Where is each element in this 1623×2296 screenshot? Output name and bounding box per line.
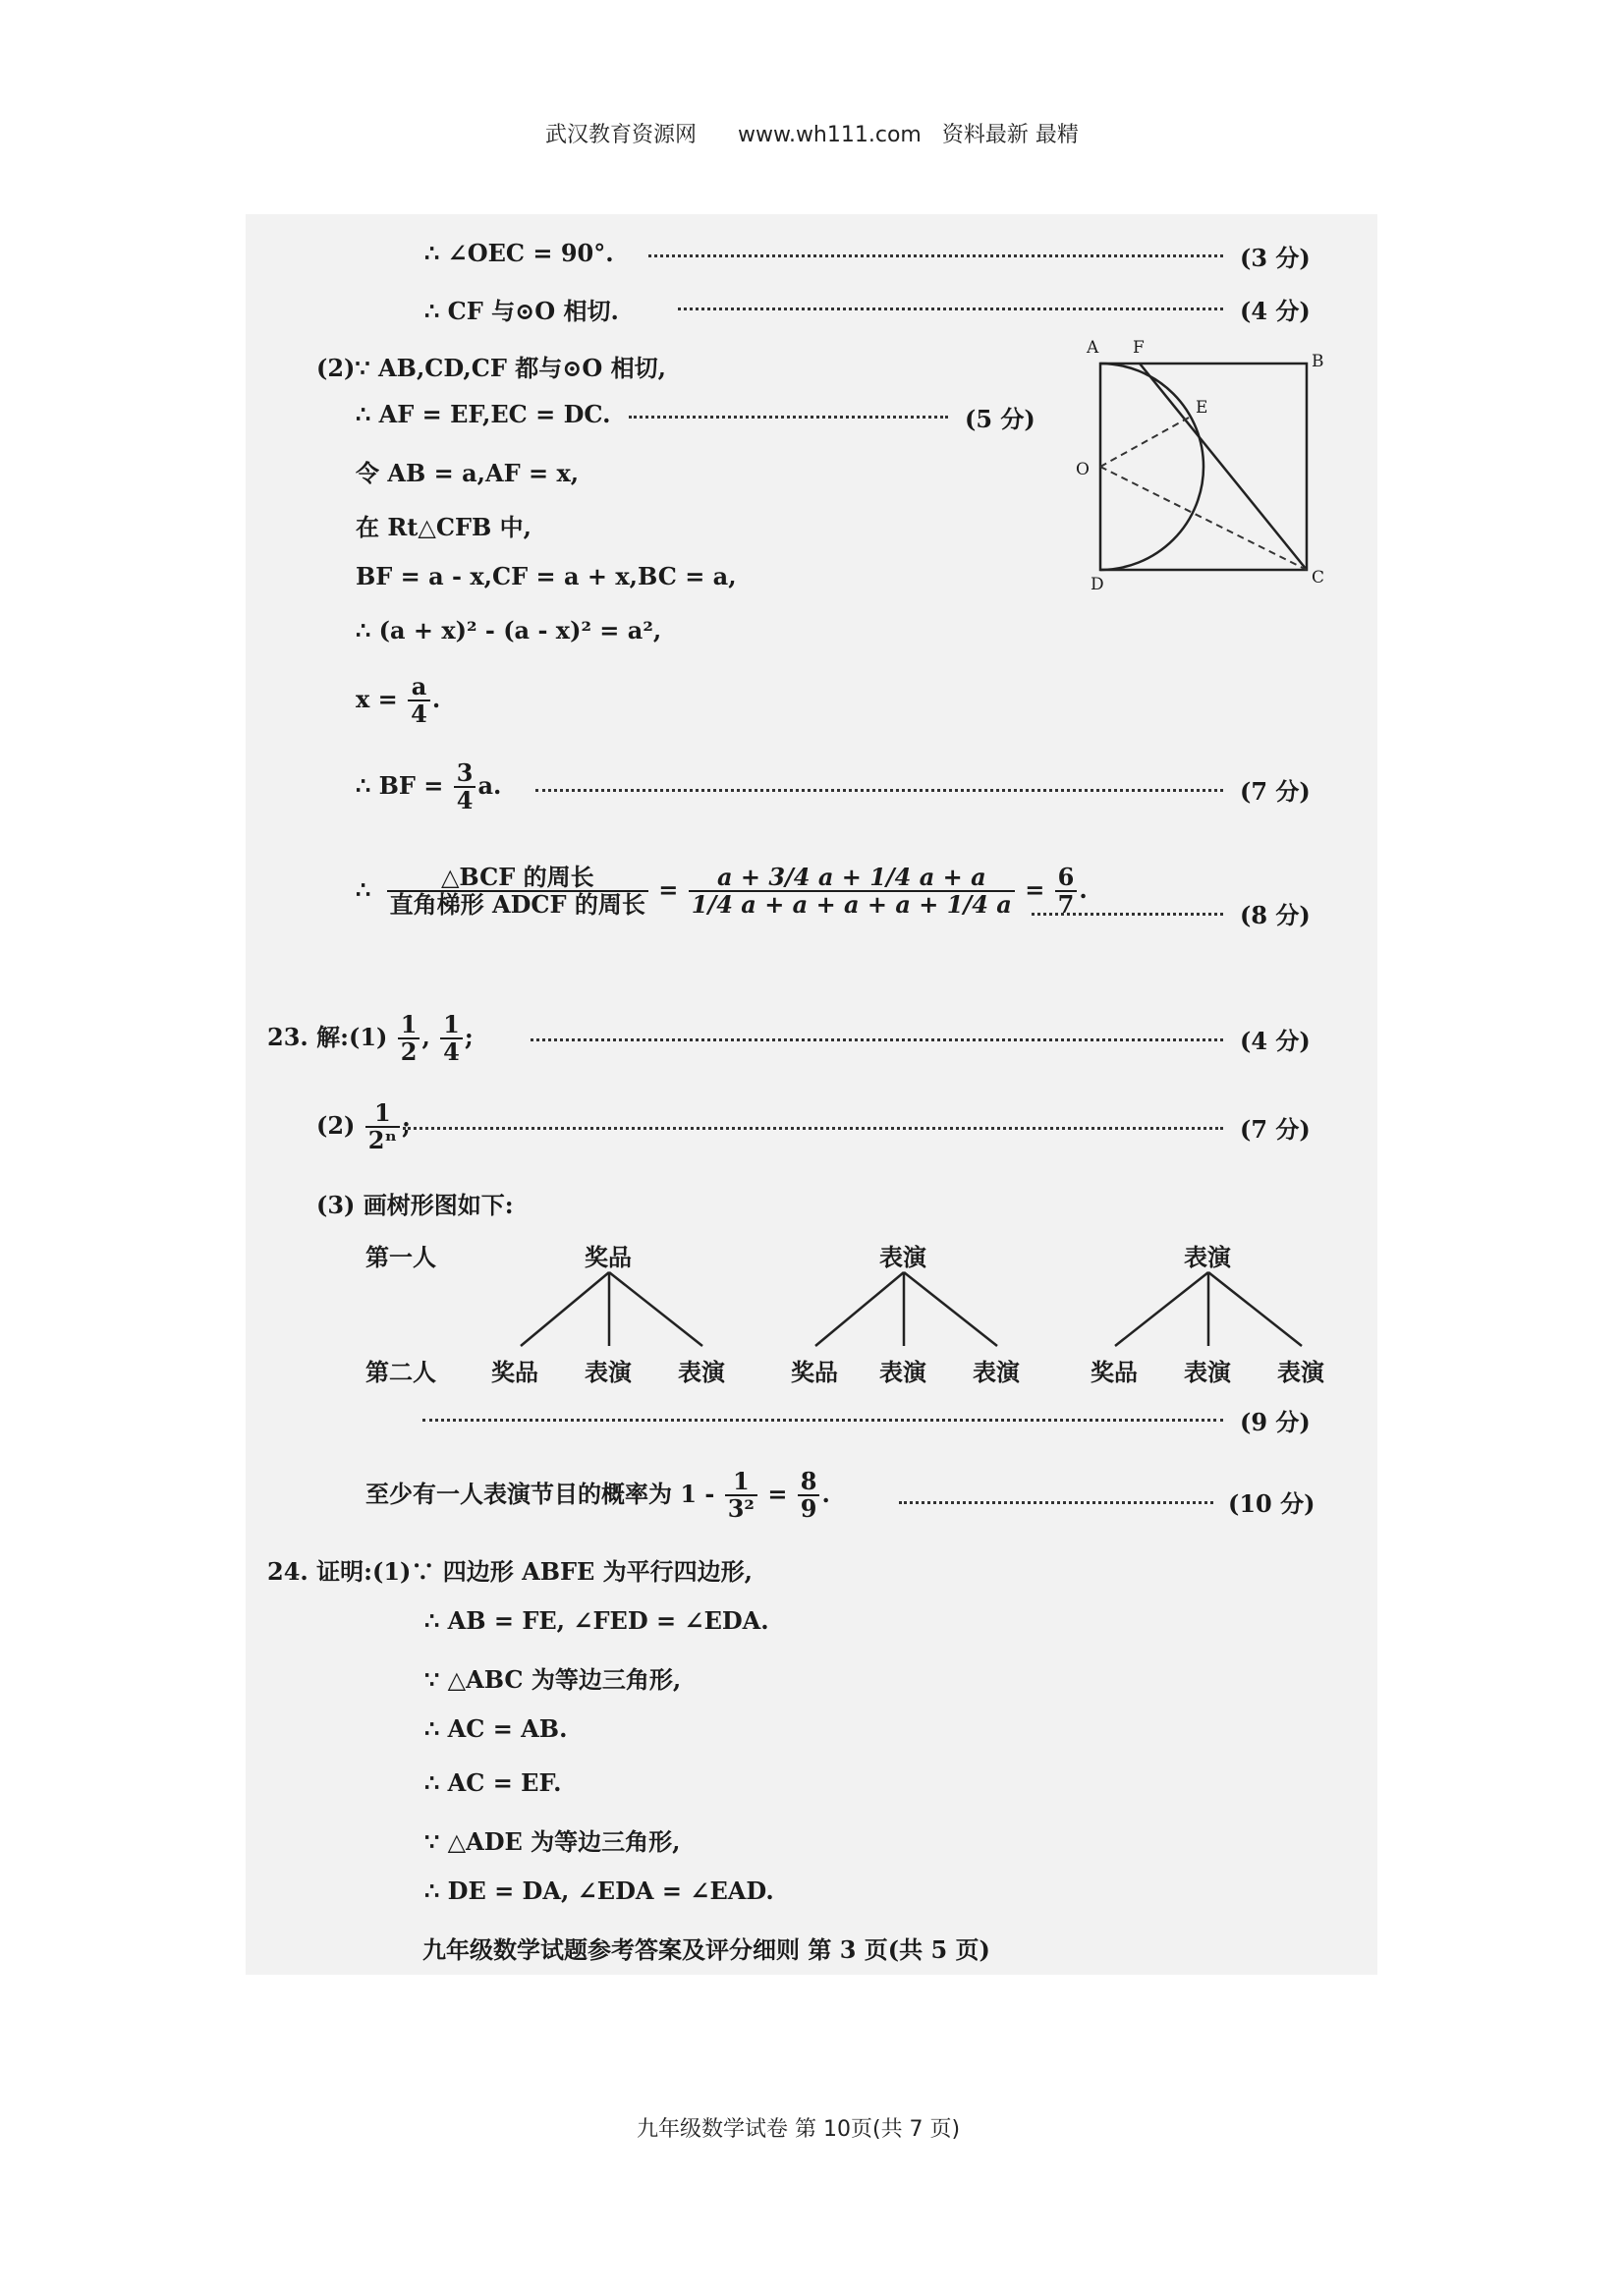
line-equation: ∴ (a + x)² - (a - x)² = a², [356, 616, 662, 644]
fraction: $\frac{1}{2}$ [398, 1012, 420, 1066]
semicircle-arc [1100, 364, 1203, 570]
score-23-1: (4 分) [1240, 1027, 1311, 1055]
label-d: D [1091, 575, 1104, 594]
tree-leaf: 表演 [585, 1358, 632, 1386]
q23-part2: (2) $\frac{1}{\text{2ⁿ}}$ ; [316, 1098, 411, 1155]
fraction: $\frac{6}{7}$ [1055, 865, 1078, 919]
tree-row2-label: 第二人 [365, 1358, 436, 1386]
q24-line1: 24. 证明:(1)∵ 四边形 ABFE 为平行四边形, [267, 1557, 754, 1586]
fraction: $\frac{1}{\text{3²}}$ [725, 1469, 757, 1523]
tree-leaf: 奖品 [1091, 1358, 1138, 1386]
fraction: $\frac{\text{△BCF 的周长}}{\text{直角梯形 ADCF 的周长}}$ [387, 865, 648, 919]
q23-part1: 23. 解:(1) $\frac{1}{2}$ , $\frac{1}{4}$ ; [267, 1010, 474, 1067]
score-8: (8 分) [1240, 901, 1311, 929]
label-e: E [1196, 398, 1208, 418]
label-c: C [1312, 568, 1325, 588]
line-af-ef: ∴ AF = EF,EC = DC. [356, 400, 611, 428]
score-10: (10 分) [1228, 1489, 1315, 1518]
line-let: 令 AB = a,AF = x, [356, 459, 580, 487]
site-url[interactable]: www.wh111.com [737, 123, 922, 147]
q23-part3: (3) 画树形图如下: [316, 1191, 514, 1219]
leader-dots [899, 1501, 1213, 1504]
line-sides: BF = a - x,CF = a + x,BC = a, [356, 562, 737, 590]
score-7: (7 分) [1240, 777, 1311, 806]
probability-line: 至少有一人表演节目的概率为 1 - $\frac{1}{\text{3²}}$ = $\frac{8}{9}$ . [365, 1467, 830, 1524]
fraction: $\frac{3}{4}$ [454, 760, 476, 814]
q24-line7: ∴ DE = DA, ∠EDA = ∠EAD. [424, 1876, 774, 1905]
line-x-value: x = $\frac{a}{4}$ . [356, 672, 441, 729]
page-footer: 九年级数学试卷 第 10页(共 7 页) [637, 2117, 961, 2142]
label-o: O [1076, 460, 1090, 479]
label-a: A [1087, 338, 1099, 358]
score-5: (5 分) [965, 405, 1035, 433]
line-perimeter-ratio: ∴ $\frac{\text{△BCF 的周长}}{\text{直角梯形 ADCF 的周长}}$ = $\frac{a + 3/4 a + 1/4 a + a}{1/4 a + a + a + a + 1/4 a}$ = $\frac{6}{7}$ . [356, 863, 1088, 920]
tree-leaf: 表演 [1277, 1358, 1324, 1386]
line-part2: (2)∵ AB,CD,CF 都与⊙O 相切, [316, 354, 666, 382]
site-name: 武汉教育资源网 [545, 123, 698, 147]
tree-root: 表演 [879, 1243, 926, 1271]
line-triangle: 在 Rt△CFB 中, [356, 513, 532, 541]
tree-leaf: 表演 [1184, 1358, 1231, 1386]
tangent-cf [1140, 364, 1307, 570]
tree-leaf: 表演 [973, 1358, 1020, 1386]
tree-leaf: 表演 [678, 1358, 725, 1386]
fraction: $\frac{8}{9}$ [798, 1469, 820, 1523]
fraction: $\frac{1}{\text{2ⁿ}}$ [365, 1100, 400, 1154]
line-oec: ∴ ∠OEC = 90°. [424, 239, 614, 267]
line-bf-value: ∴ BF = $\frac{3}{4}$ a. [356, 758, 502, 815]
q24-line5: ∴ AC = EF. [424, 1768, 562, 1797]
fraction: $\frac{1}{4}$ [440, 1012, 463, 1066]
line-tangent: ∴ CF 与⊙O 相切. [424, 297, 619, 325]
score-3: (3 分) [1240, 244, 1311, 272]
q24-line2: ∴ AB = FE, ∠FED = ∠EDA. [424, 1606, 769, 1635]
square-circle-figure [1081, 334, 1326, 599]
label-b: B [1312, 352, 1324, 371]
tree-row1-label: 第一人 [365, 1243, 436, 1271]
inner-page-footer: 九年级数学试题参考答案及评分细则 第 3 页(共 5 页) [422, 1935, 990, 1964]
score-23-2: (7 分) [1240, 1115, 1311, 1144]
fraction: $\frac{a}{4}$ [408, 674, 430, 728]
q24-line3: ∵ △ABC 为等边三角形, [424, 1665, 682, 1694]
q24-line6: ∵ △ADE 为等边三角形, [424, 1827, 681, 1856]
tree-root: 表演 [1184, 1243, 1231, 1271]
tree-leaf: 奖品 [491, 1358, 538, 1386]
score-4: (4 分) [1240, 297, 1311, 325]
tree-root: 奖品 [585, 1243, 632, 1271]
label-f: F [1133, 338, 1145, 358]
tree-leaf: 表演 [879, 1358, 926, 1386]
tree-leaf: 奖品 [791, 1358, 838, 1386]
score-9: (9 分) [1240, 1408, 1311, 1436]
site-slogan: 资料最新 最精 [941, 123, 1079, 147]
leader-dots [422, 1419, 1223, 1422]
q24-line4: ∴ AC = AB. [424, 1714, 568, 1743]
fraction: $\frac{a + 3/4 a + 1/4 a + a}{1/4 a + a + a + a + 1/4 a}$ [689, 865, 1015, 919]
